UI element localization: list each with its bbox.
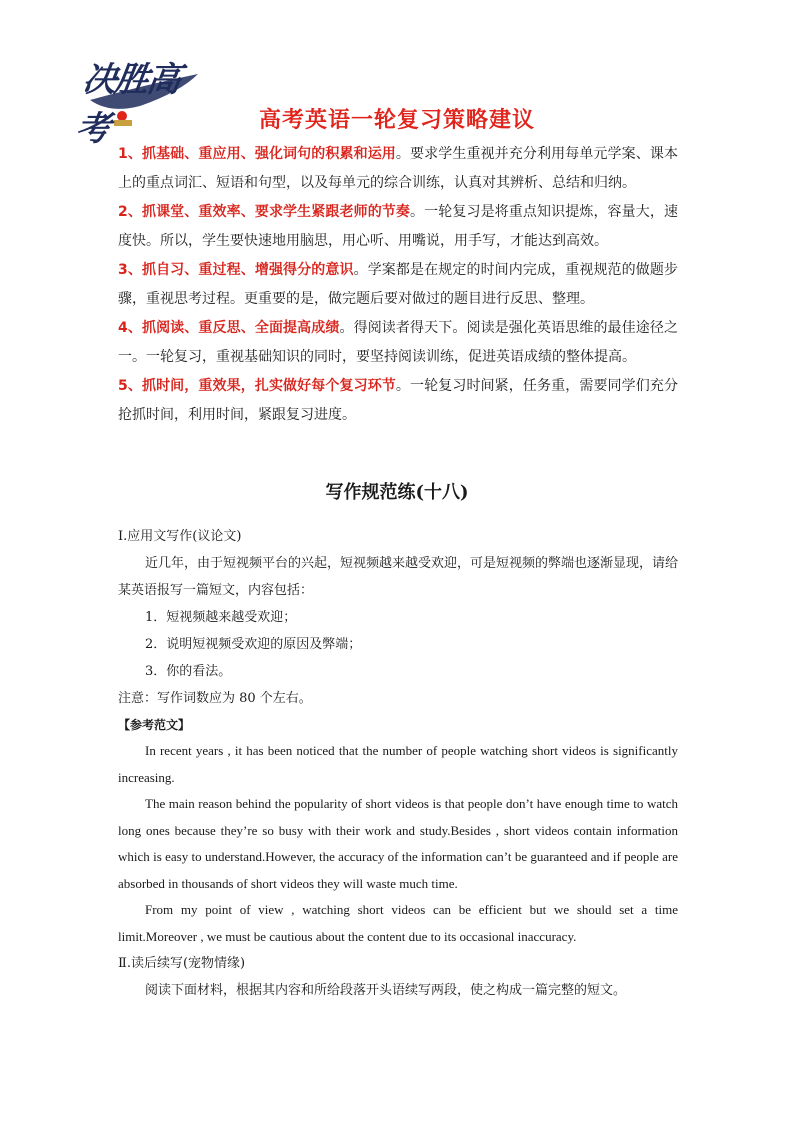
- tip-body: 。一轮复习时间紧，任务重，需要同学们充分抢抓时间，利用时间，紧跟复习进度。: [118, 378, 678, 423]
- part1-prompt: 近几年，由于短视频平台的兴起，短视频越来越受欢迎，可是短视频的弊端也逐渐显现，请给某英语报写一篇短文，内容包括：: [118, 556, 679, 598]
- reference-label: 【参考范文】: [118, 718, 191, 732]
- reference-paragraph: In recent years , it has been noticed that the number of people watching short videos is significantly increasing.: [118, 743, 678, 785]
- section-title: 写作规范练(十八): [325, 482, 469, 503]
- part1-heading: Ⅰ.应用文写作(议论文): [118, 529, 242, 544]
- tip-highlight: 3、抓自习、重过程、增强得分的意识: [118, 262, 354, 278]
- part2-heading: Ⅱ.读后续写(宠物情缘): [118, 956, 246, 971]
- exercise-body: [118, 523, 678, 1004]
- requirements-list: [118, 604, 678, 685]
- part2-prompt: 阅读下面材料，根据其内容和所给段落开头语续写两段，使之构成一篇完整的短文。: [145, 983, 627, 998]
- tip-body: 。要求学生重视并充分利用每单元学案、课本上的重点词汇、短语和句型，以及每单元的综合训练，认真对其辨析、总结和归纳。: [118, 146, 678, 191]
- tip-highlight: 5、抓时间，重效果，扎实做好每个复习环节: [118, 378, 396, 394]
- tip-item: [118, 314, 678, 372]
- page-title: 高考英语一轮复习策略建议: [258, 108, 535, 133]
- logo-text: 决胜高考: [73, 60, 182, 149]
- tip-highlight: 1、抓基础、重应用、强化词句的积累和运用: [118, 146, 396, 162]
- tip-body: 。得阅读者得天下。阅读是强化英语思维的最佳途径之一。一轮复习，重视基础知识的同时，要坚持阅读训练，促进英语成绩的整体提高。: [118, 320, 678, 365]
- list-item: 1．短视频越来越受欢迎；: [145, 610, 297, 625]
- word-count-note: 注意：写作词数应为 80 个左右。: [118, 691, 312, 706]
- reference-paragraph: The main reason behind the popularity of short videos is that people don’t have enough time to watch long ones because they’re so busy with their work and study.Besides , short videos contain information which is easy to understand.However, the accuracy of the information can’t be guaranteed and if people are absorbed in thousands of short videos they will waste much time.: [118, 796, 678, 891]
- reference-paragraph: From my point of view , watching short videos can be efficient but we should set a time limit.Moreover , we must be cautious about the content due to its occasional inaccuracy.: [118, 902, 678, 944]
- tip-highlight: 2、抓课堂、重效率、要求学生紧跟老师的节奏: [118, 204, 411, 220]
- tip-body: 。学案都是在规定的时间内完成，重视规范的做题步骤，重视思考过程。更重要的是，做完题后要对做过的题目进行反思、整理。: [118, 262, 678, 307]
- tip-item: [118, 256, 678, 314]
- tip-item: [118, 198, 678, 256]
- list-item: 3．你的看法。: [145, 664, 232, 679]
- list-item: 2．说明短视频受欢迎的原因及弊端；: [145, 637, 362, 652]
- tips-list: [118, 140, 678, 430]
- tip-body: 。一轮复习是将重点知识提炼，容量大，速度快。所以，学生要快速地用脑思，用心听、用嘴说，用手写，才能达到高效。: [118, 204, 678, 249]
- tip-item: [118, 140, 678, 198]
- tip-highlight: 4、抓阅读、重反思、全面提高成绩: [118, 320, 340, 336]
- tip-item: [118, 372, 678, 430]
